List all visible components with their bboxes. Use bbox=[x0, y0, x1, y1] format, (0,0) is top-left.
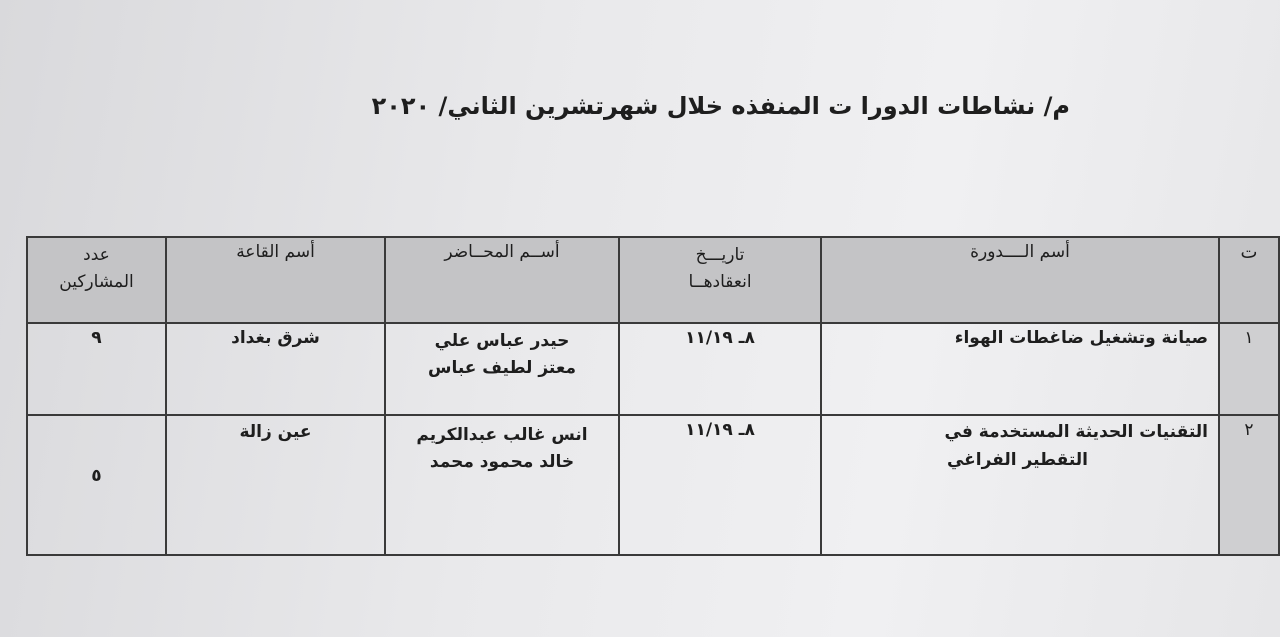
header-participants bbox=[27, 237, 166, 323]
lecturer-2: معتز لطيف عباس bbox=[428, 358, 576, 379]
lecturers bbox=[385, 323, 619, 415]
hall-name: شرق بغداد bbox=[166, 323, 385, 415]
course-name bbox=[821, 323, 1219, 415]
header-lecturer: أســم المحــاضر bbox=[385, 237, 619, 323]
course-date: ٨ـ ١١/١٩ bbox=[619, 323, 821, 415]
header-hall: أسم القاعة bbox=[166, 237, 385, 323]
hall-name: عين زالة bbox=[166, 415, 385, 555]
table-row bbox=[27, 415, 1279, 555]
course-name-line1: صيانة وتشغيل ضاغطات الهواء bbox=[954, 328, 1208, 348]
participant-count: ٩ bbox=[27, 323, 166, 415]
table-row bbox=[27, 323, 1279, 415]
course-name-line1: التقنيات الحديثة المستخدمة في bbox=[944, 422, 1208, 442]
header-count-line2: المشاركين bbox=[59, 272, 134, 293]
lecturer-1: حيدر عباس علي bbox=[434, 331, 570, 351]
header-count-line1: عدد bbox=[83, 245, 110, 265]
course-date: ٨ـ ١١/١٩ bbox=[619, 415, 821, 555]
document-title: م/ نشاطات الدورا ت المنفذه خلال شهرتشرين الثاني/ ٢٠٢٠ bbox=[371, 92, 1070, 120]
participant-count: ٥ bbox=[27, 415, 166, 555]
lecturers bbox=[385, 415, 619, 555]
row-number: ٢ bbox=[1219, 415, 1279, 555]
course-name-line2: التقطير الفراغي bbox=[946, 450, 1088, 471]
header-date-line2: انعقادهــا bbox=[688, 272, 752, 293]
header-course-name: أسم الــــدورة bbox=[821, 237, 1219, 323]
lecturer-2: خالد محمود محمد bbox=[429, 452, 575, 473]
row-number: ١ bbox=[1219, 323, 1279, 415]
header-date bbox=[619, 237, 821, 323]
header-date-line1: تاريـــخ bbox=[695, 245, 745, 265]
course-name bbox=[821, 415, 1219, 555]
table-header-row bbox=[27, 237, 1279, 323]
lecturer-1: انس غالب عبدالكريم bbox=[416, 425, 588, 445]
courses-table bbox=[26, 236, 1280, 556]
header-number: ت bbox=[1219, 237, 1279, 323]
